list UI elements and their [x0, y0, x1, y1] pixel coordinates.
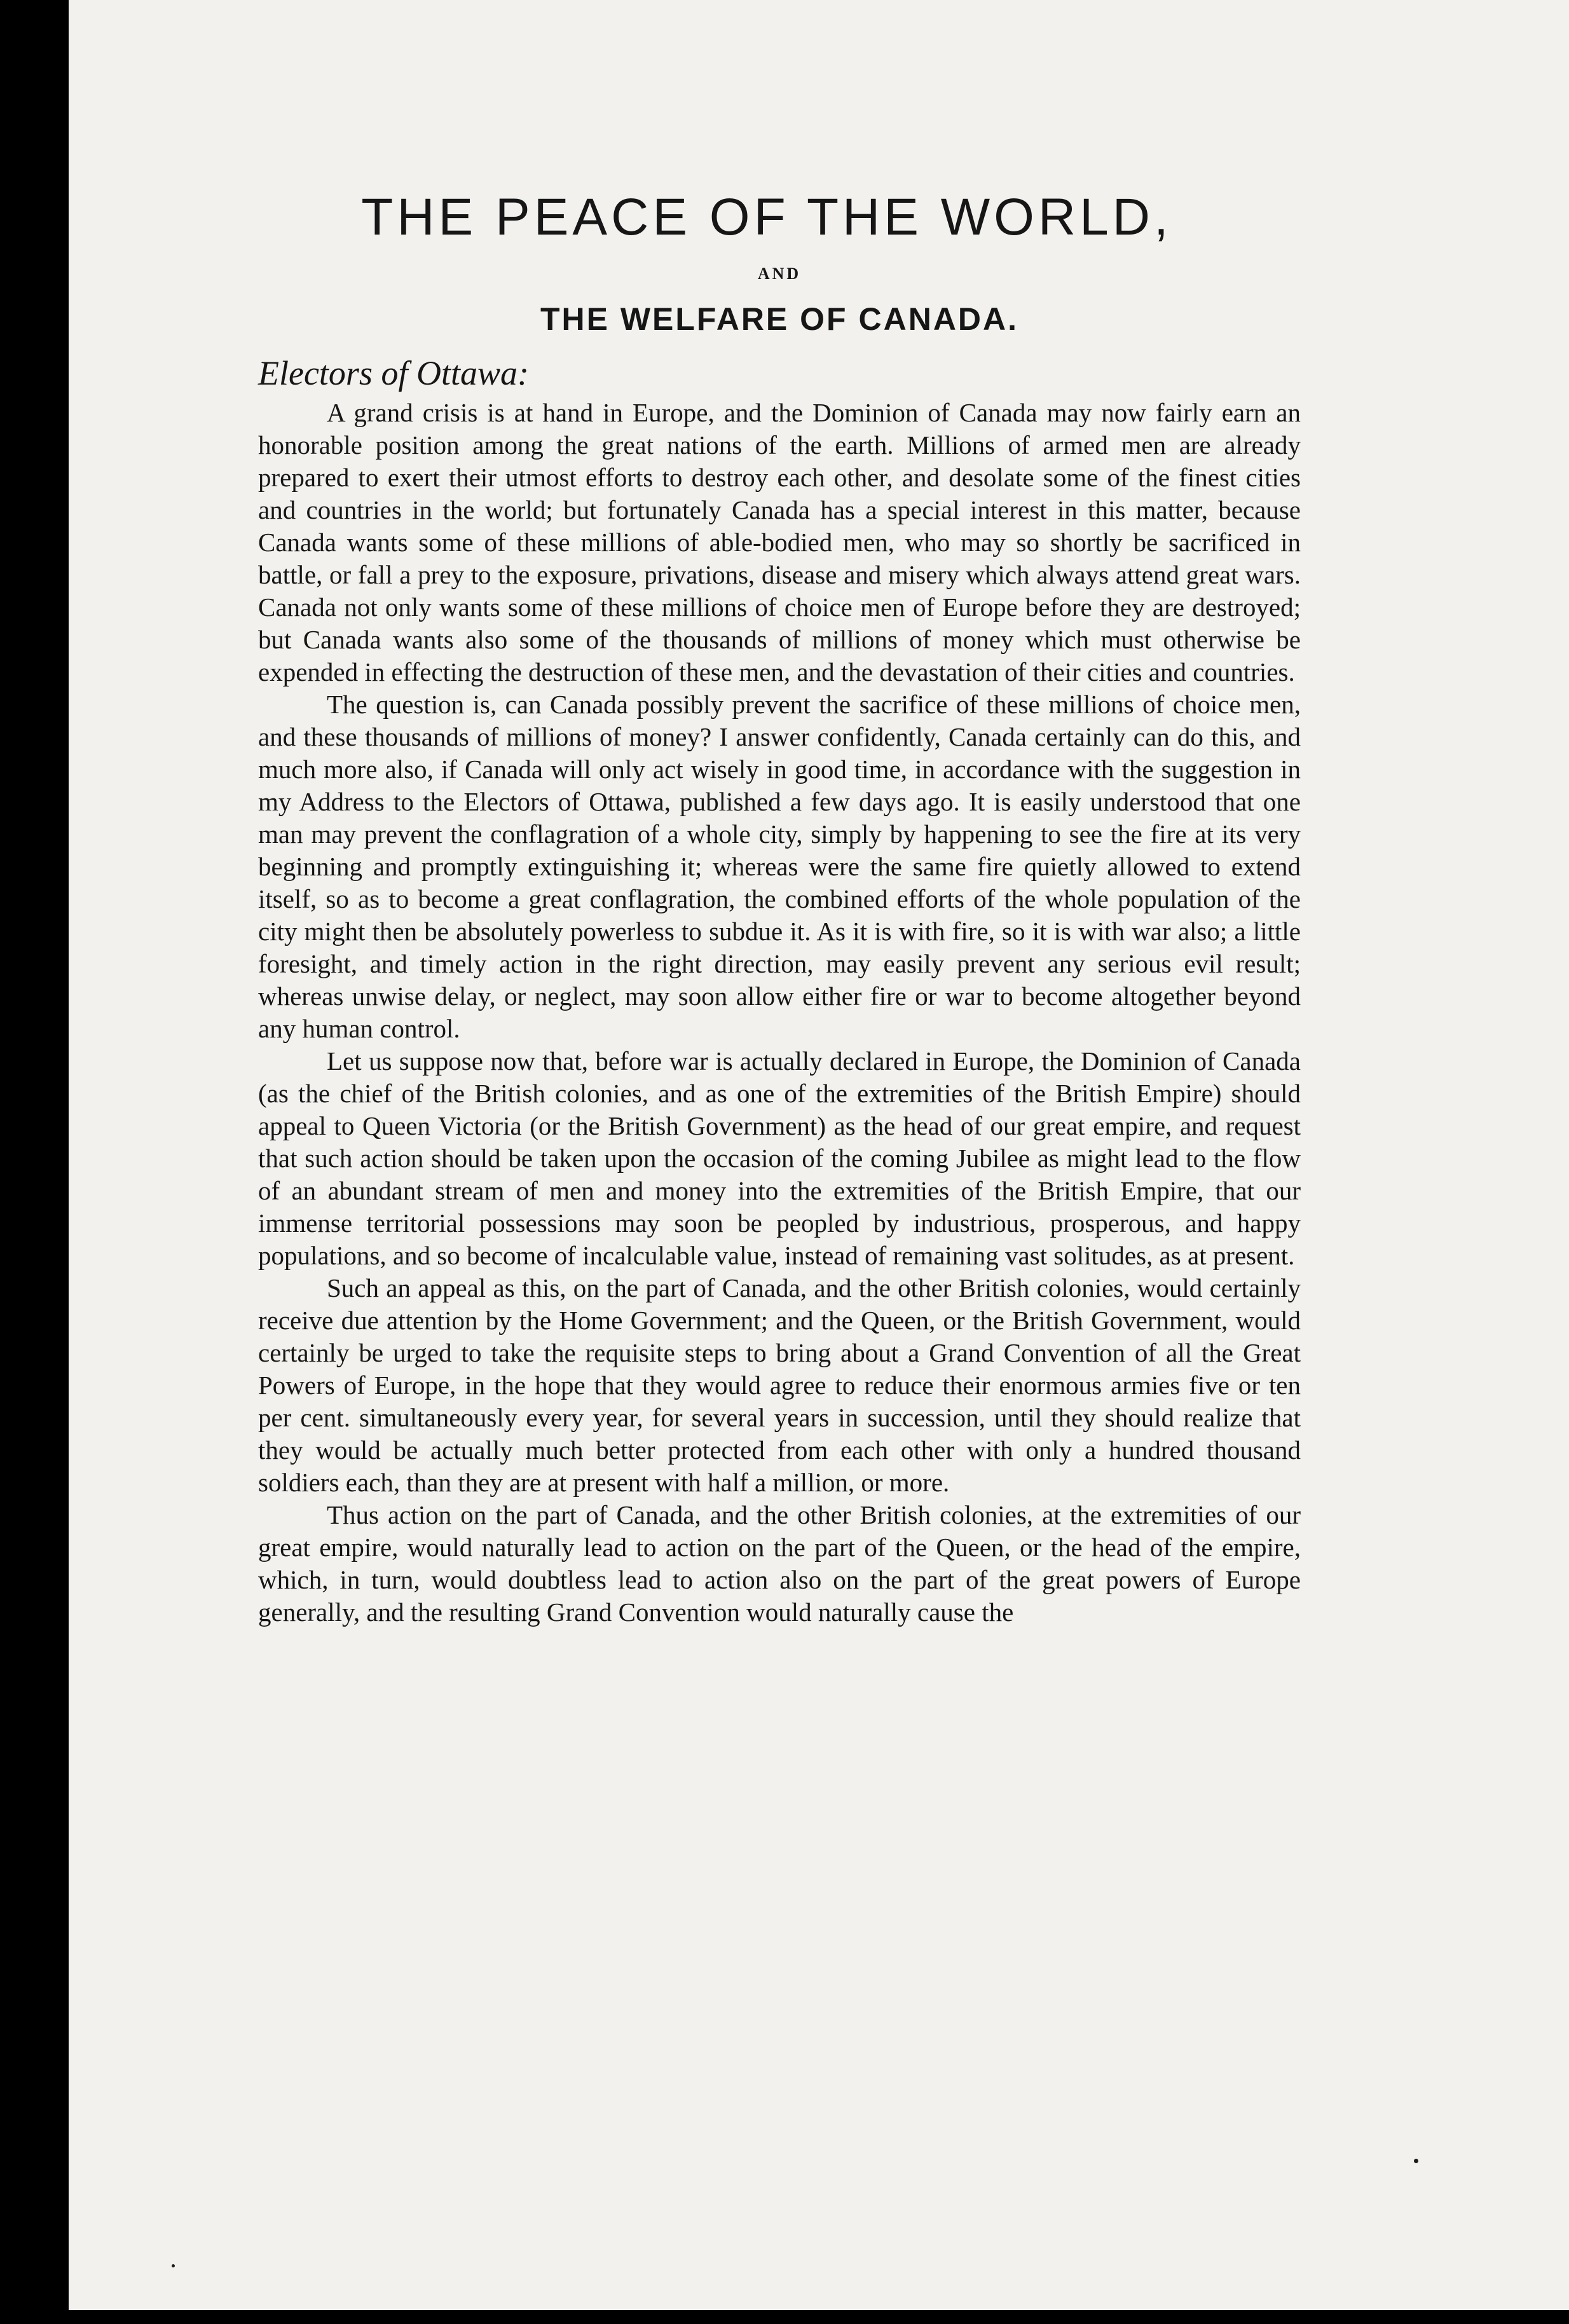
paragraph: The question is, can Canada possibly prevent the sacrifice of these millions of choice men, and these thousands of millions of money? I answer confidently, Canada certainly can do this, and much more also, if Canada will only act wisely in good time, in accordance with the suggestion in my Address to the Electors of Ottawa, published a few days ago. It is easily understood that one man may prevent the conflagration of a whole city, simply by happening to see the fire at its very beginning and promptly extinguishing it; whereas were the same fire quietly allowed to extend itself, so as to become a great conflagration, the combined efforts of the whole population of the city might then be absolutely powerless to subdue it. As it is with fire, so it is with war also; a little foresight, and timely action in the right direction, may easily prevent any serious evil result; whereas unwise delay, or neglect, may soon allow either fire or war to become altogether beyond any human control.	[258, 690, 1301, 1043]
paragraph: Thus action on the part of Canada, and the other British colonies, at the extremities of our great empire, would naturally lead to action on the part of the Queen, or the head of the empire, which, in turn, would doubtless lead to action also on the part of the great powers of Europe generally, and the resulting Grand Convention would naturally cause the	[258, 1500, 1301, 1627]
paragraph: A grand crisis is at hand in Europe, and the Dominion of Canada may now fairly earn an honorable position among the great nations of the earth. Millions of armed men are already prepared to exert their utmost efforts to destroy each other, and desolate some of the finest cities and countries in the world; but fortunately Canada has a special interest in this matter, because Canada wants some of these millions of able-bodied men, who may so shortly be sacrificed in battle, or fall a prey to the exposure, privations, disease and misery which always attend great wars. Canada not only wants some of these millions of choice men of Europe before they are destroyed; but Canada wants also some of the thousands of millions of money which must otherwise be expended in effecting the destruction of these men, and the devastation of their cities and countries.	[258, 398, 1301, 687]
document-title: THE PEACE OF THE WORLD,	[361, 188, 1172, 246]
paragraph: Such an appeal as this, on the part of Canada, and the other British colonies, would certainly receive due attention by the Home Government; and the Queen, or the British Government, would certainly be urged to take the requisite steps to bring about a Grand Convention of all the Great Powers of Europe, in the hope that they would agree to reduce their enormous armies five or ten per cent. simultaneously every year, for several years in succession, until they should realize that they would be actually much better protected from each other with only a hundred thousand soldiers each, than they are at present with half a million, or more.	[258, 1273, 1301, 1497]
document-subtitle: THE WELFARE OF CANADA.	[540, 301, 1019, 337]
title-conjunction: AND	[757, 264, 802, 283]
document-body	[258, 186, 1301, 1629]
ink-speck	[172, 2264, 175, 2267]
paragraph: Let us suppose now that, before war is actually declared in Europe, the Dominion of Canada (as the chief of the British colonies, and as one of the extremities of the British Empire) should appeal to Queen Victoria (or the British Government) as the head of our great empire, and request that such action should be taken upon the occasion of the coming Jubilee as might lead to the flow of an abundant stream of men and money into the extremities of the British Empire, that our immense territorial possessions may soon be peopled by industrious, prosperous, and happy populations, and so become of incalculable value, instead of remaining vast solitudes, as at present.	[258, 1046, 1301, 1270]
ink-speck	[1414, 2159, 1418, 2163]
salutation: Electors of Ottawa:	[258, 354, 529, 392]
